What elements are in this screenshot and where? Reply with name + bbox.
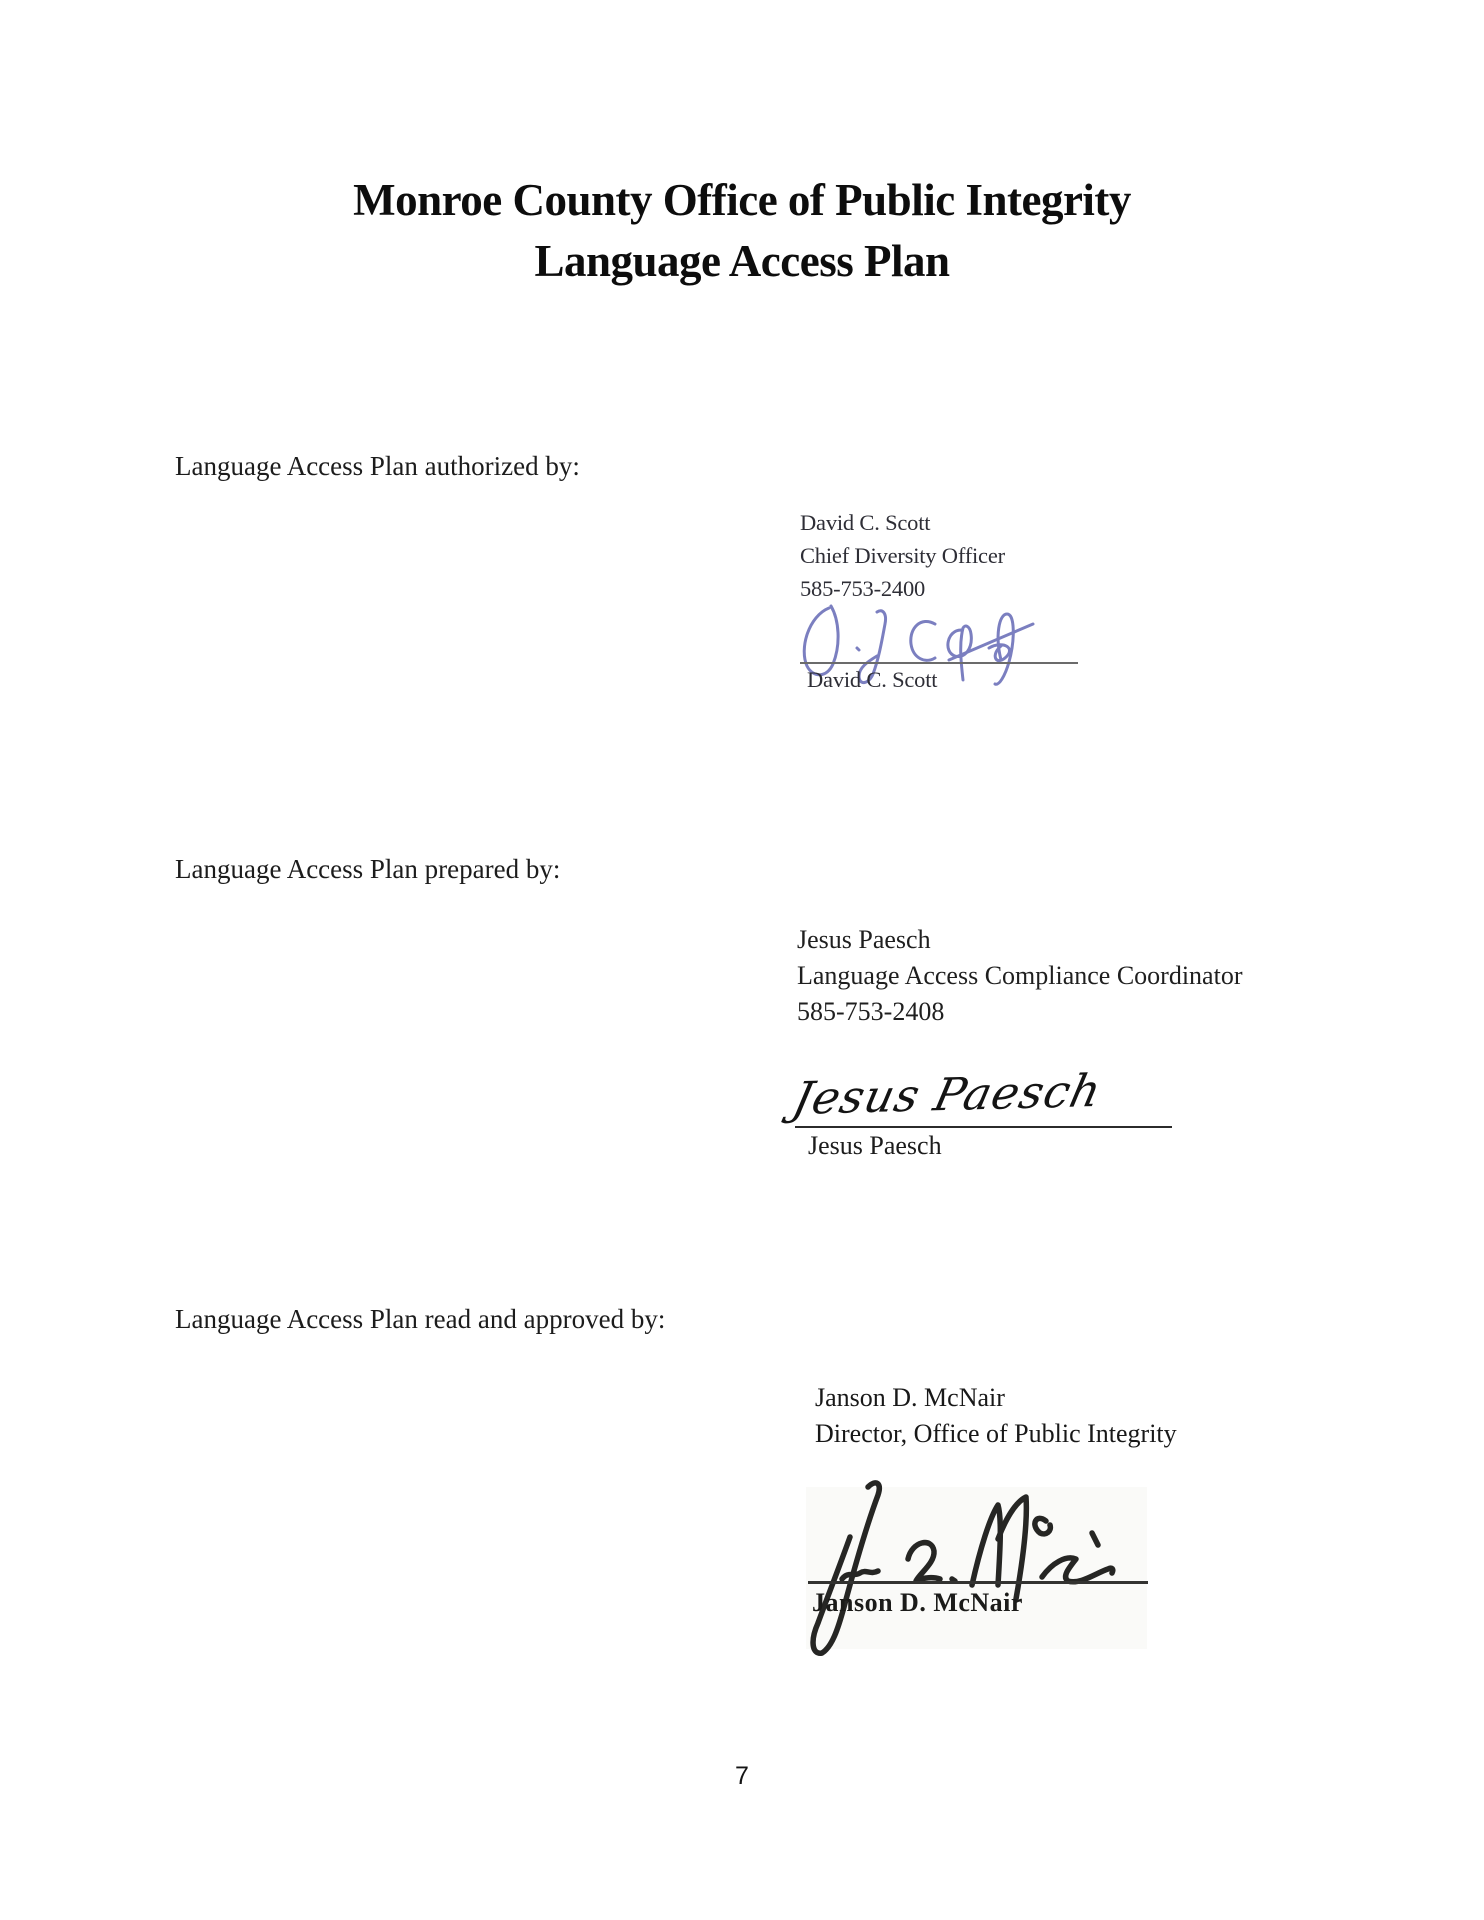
scott-signature-line [800, 662, 1078, 664]
title-line-2: Language Access Plan [534, 236, 950, 286]
approver-info-block [815, 1380, 1177, 1452]
paesch-signature-script: Jesus Paesch [788, 1064, 1107, 1125]
mcnair-signature-line [808, 1581, 1148, 1584]
title-line-1: Monroe County Office of Public Integrity [353, 175, 1131, 225]
paesch-signature-line [795, 1126, 1172, 1128]
approved-by-label: Language Access Plan read and approved by: [175, 1304, 666, 1334]
approver-name: Janson D. McNair [815, 1383, 1005, 1412]
document-title [0, 170, 1484, 292]
approver-title: Director, Office of Public Integrity [815, 1419, 1177, 1448]
preparer-info-block [797, 922, 1242, 1030]
prepared-by-label: Language Access Plan prepared by: [175, 854, 561, 884]
mcnair-typed-name: Janson D. McNair [812, 1588, 1023, 1617]
authorizer-name: David C. Scott [800, 510, 931, 535]
authorizer-info-block [800, 506, 1005, 605]
preparer-name: Jesus Paesch [797, 925, 931, 954]
scott-typed-name: David C. Scott [807, 667, 938, 692]
page-number: 7 [735, 1762, 749, 1790]
authorizer-title: Chief Diversity Officer [800, 543, 1005, 568]
authorized-by-label: Language Access Plan authorized by: [175, 451, 580, 481]
authorizer-phone: 585-753-2400 [800, 576, 926, 601]
paesch-typed-name: Jesus Paesch [808, 1131, 942, 1160]
preparer-phone: 585-753-2408 [797, 997, 945, 1026]
preparer-title: Language Access Compliance Coordinator [797, 961, 1243, 990]
mcnair-signature-image [790, 1477, 1155, 1662]
